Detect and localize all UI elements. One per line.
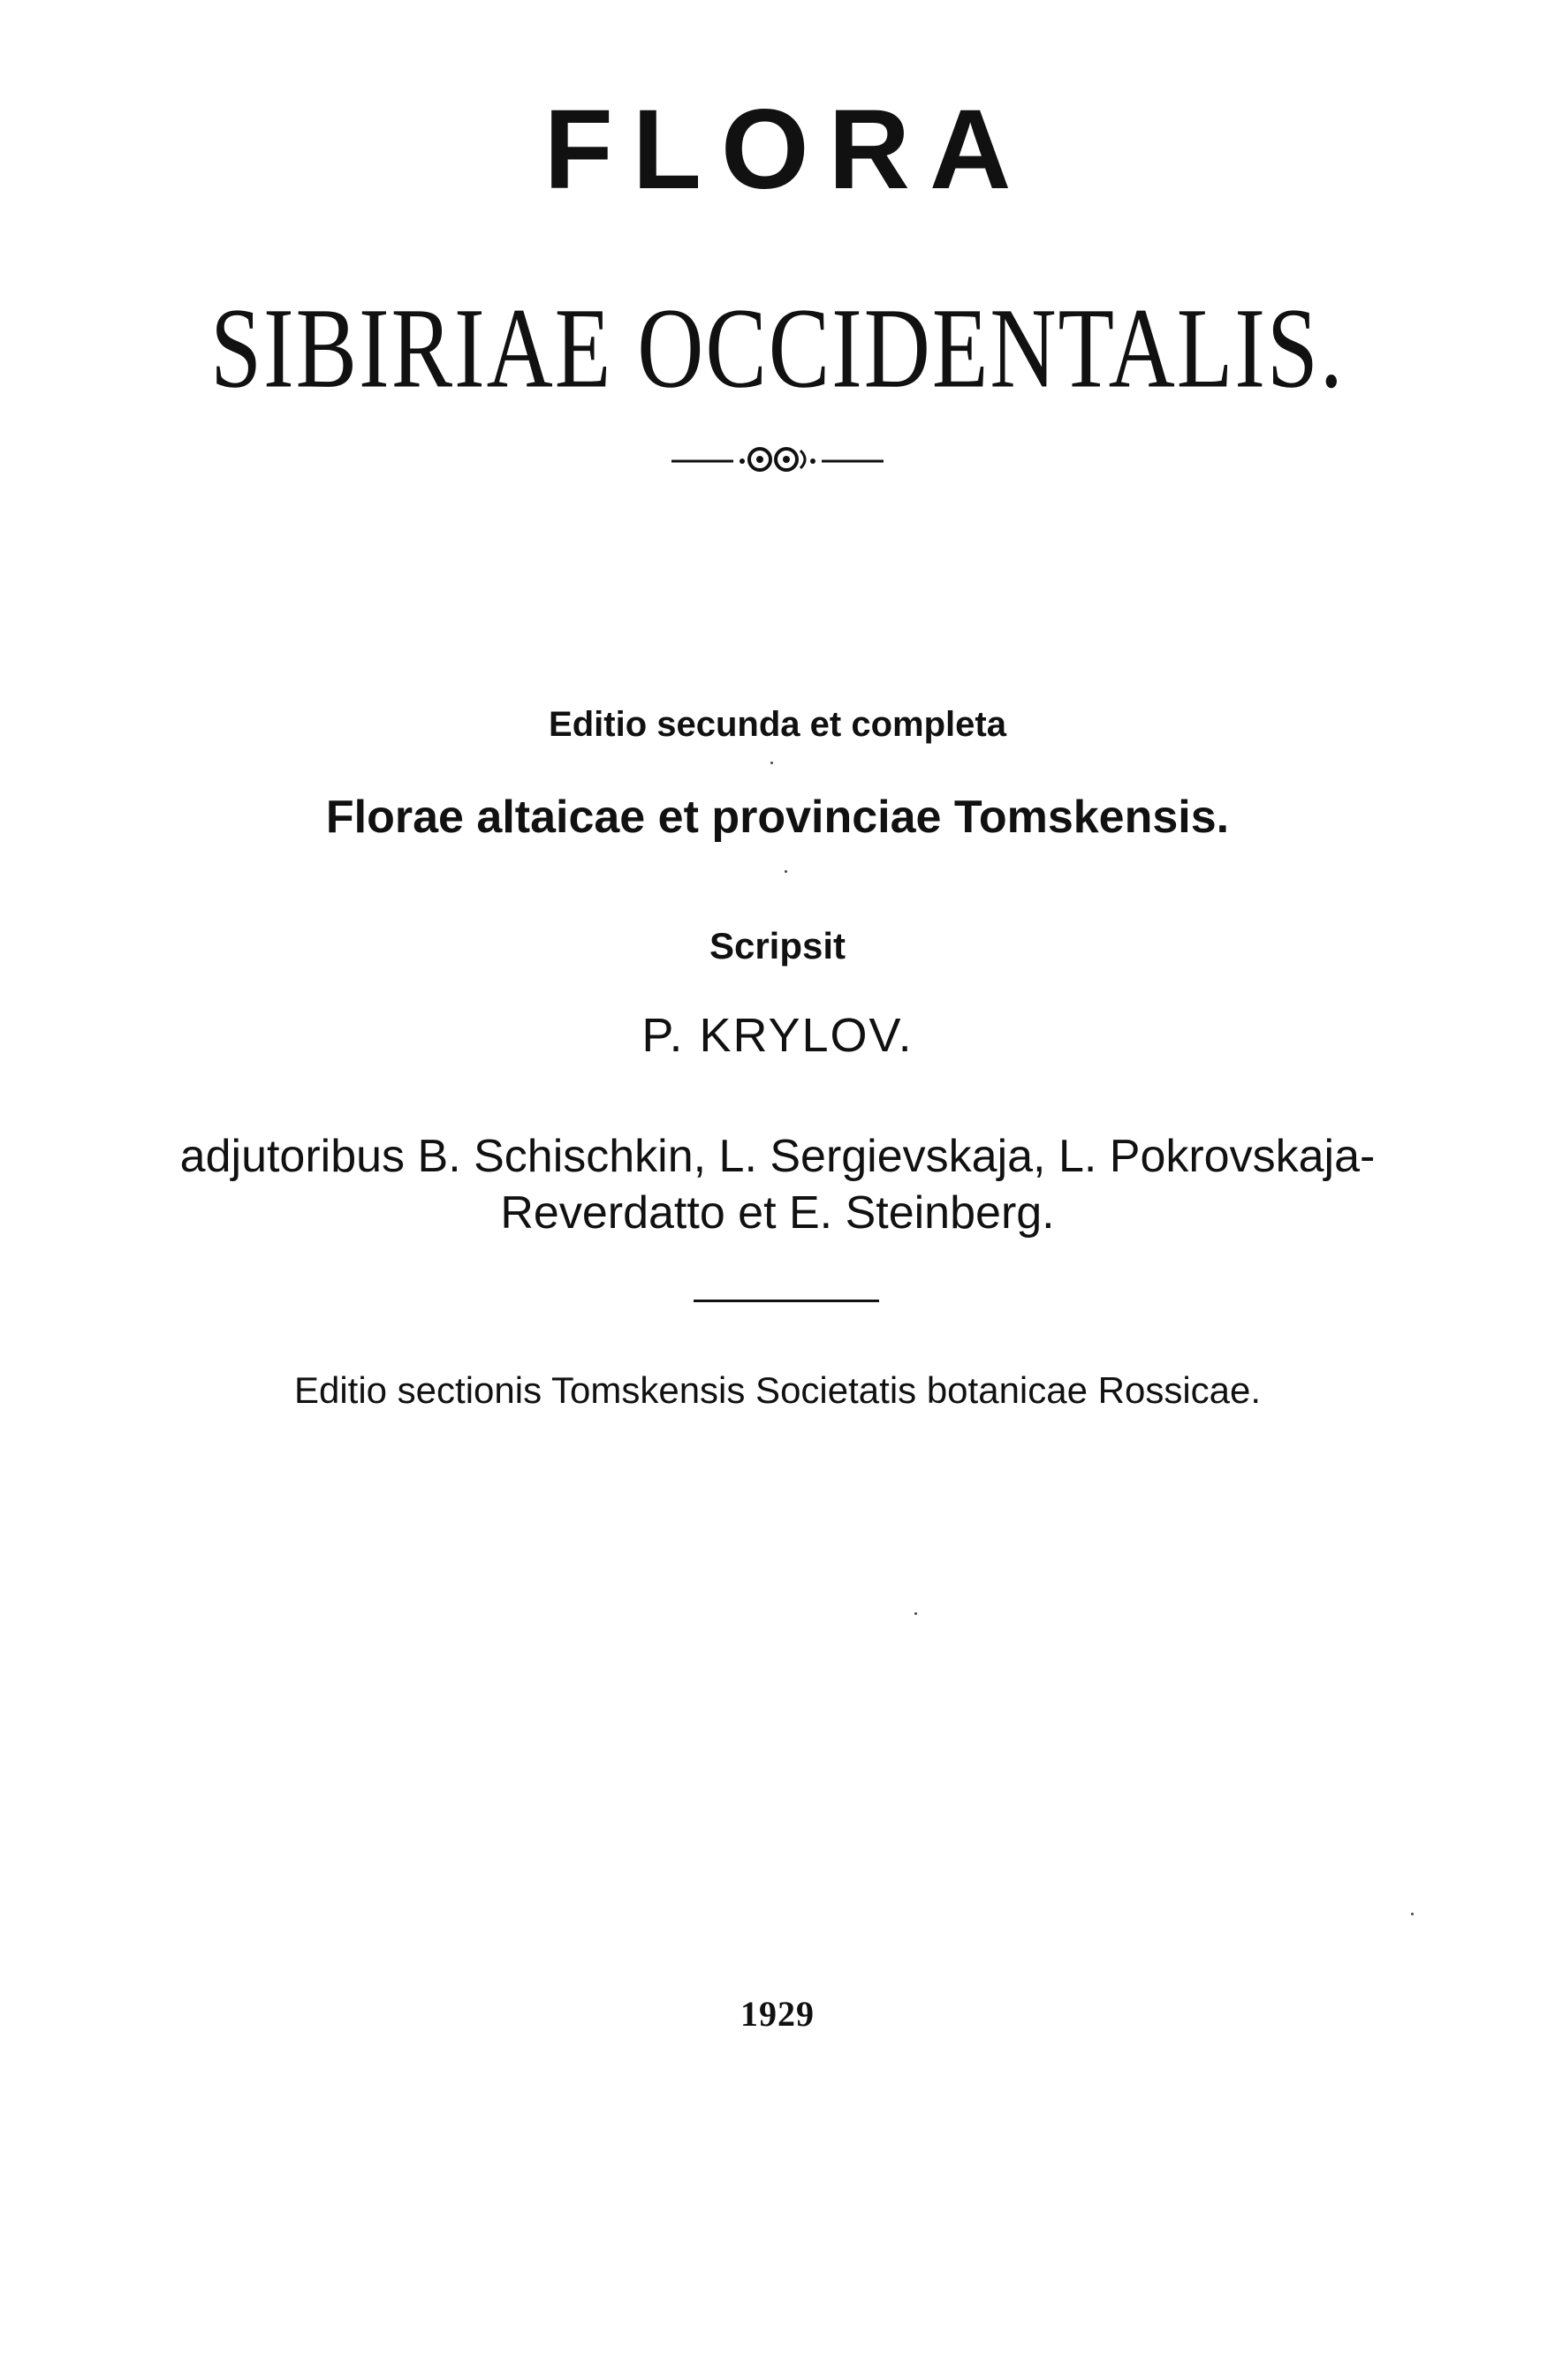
publisher-line: Editio sectionis Tomskensis Societatis botanicae Rossicae. — [293, 1369, 1262, 1411]
section-divider — [694, 1300, 879, 1302]
book-subtitle: SIBIRIAE OCCIDENTALIS. — [210, 284, 1345, 413]
print-speck — [914, 1612, 917, 1615]
print-speck — [770, 762, 773, 764]
scripsit-label: Scripsit — [709, 925, 846, 966]
author-name: P. KRYLOV. — [641, 1009, 914, 1062]
edition-line: Editio secunda et completa — [549, 705, 1006, 744]
contributors-line-1: adjutoribus B. Schischkin, L. Sergievskaja, L. Pokrovskaja- — [179, 1131, 1376, 1182]
florae-line: Florae altaicae et provinciae Tomskensis. — [325, 792, 1230, 843]
ornamental-flourish-icon — [671, 442, 884, 477]
book-title: FLORA — [543, 87, 1031, 213]
publication-year: 1929 — [740, 1994, 815, 2034]
ornament — [0, 442, 1555, 477]
contributors-line-2: Reverdatto et E. Steinberg. — [500, 1187, 1055, 1239]
print-speck — [1411, 1913, 1414, 1915]
print-speck — [785, 870, 787, 873]
